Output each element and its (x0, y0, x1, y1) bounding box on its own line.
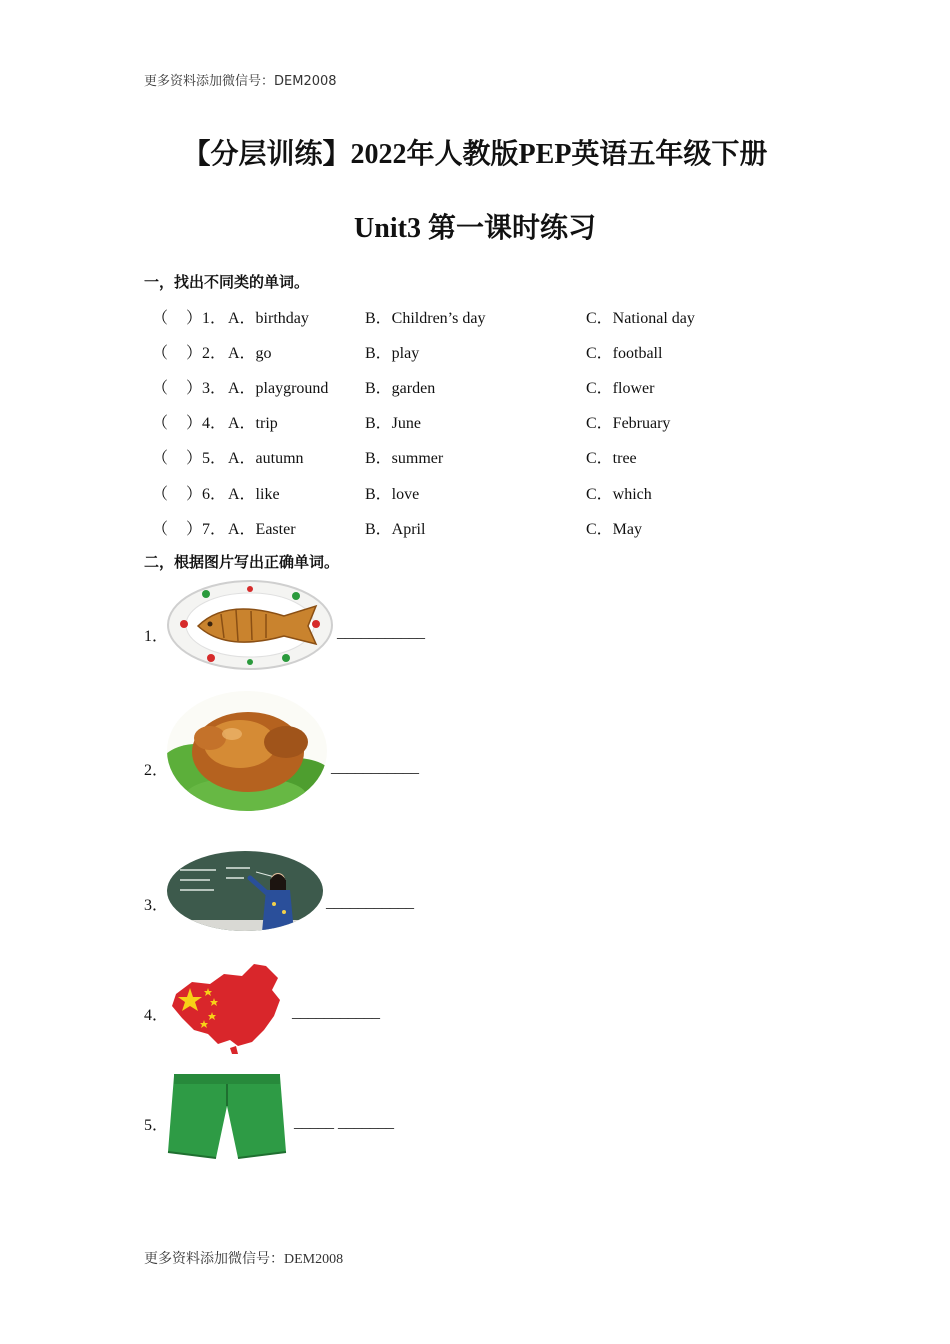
question-number: 5． (202, 450, 227, 467)
section2-heading: 二，根据图片写出正确单词。 (144, 553, 340, 571)
question-number: 3． (202, 380, 227, 397)
option-b: B．April (365, 521, 426, 538)
option-b: B．summer (365, 450, 444, 467)
option-a: A．trip (228, 415, 278, 432)
question-row (144, 375, 844, 399)
option-c: C．tree (586, 450, 637, 467)
answer-blank[interactable]: ___________ (331, 759, 419, 776)
footer-note: 更多资料添加微信号：DEM2008 (144, 1252, 344, 1267)
answer-paren-open: （ (152, 450, 169, 467)
page-subtitle: Unit3 第一课时练习 (354, 213, 596, 244)
answer-paren-open: （ (152, 345, 169, 362)
option-a: A．autumn (228, 450, 304, 467)
answer-blank[interactable]: ___________ (326, 894, 414, 911)
answer-blank[interactable]: ___________ (337, 624, 425, 641)
picture-number: 3． (144, 897, 169, 914)
option-c: C．flower (586, 380, 655, 397)
picture-number: 4． (144, 1007, 169, 1024)
page-title: 【分层训练】2022年人教版PEP英语五年级下册 (182, 139, 768, 170)
green-shorts-image (166, 1070, 288, 1160)
answer-paren-open: （ (152, 521, 169, 538)
option-b: B．garden (365, 380, 436, 397)
question-row (144, 516, 844, 540)
answer-paren-close: ） (186, 380, 203, 397)
option-c: C．May (586, 521, 643, 538)
question-number: 4． (202, 415, 227, 432)
china-map-flag-image (168, 960, 286, 1056)
question-number: 2． (202, 345, 227, 362)
question-number: 7． (202, 521, 227, 538)
answer-paren-open: （ (152, 380, 169, 397)
option-b: B．June (365, 415, 422, 432)
question-number: 6． (202, 486, 227, 503)
header-note: 更多资料添加微信号：DEM2008 (144, 74, 337, 89)
picture-number: 5． (144, 1117, 169, 1134)
option-c: C．football (586, 345, 663, 362)
question-row (144, 410, 844, 434)
picture-number: 2． (144, 762, 169, 779)
option-a: A．go (228, 345, 272, 362)
option-b: B．play (365, 345, 420, 362)
question-row (144, 305, 844, 329)
option-a: A．Easter (228, 521, 296, 538)
section1-heading: 一，找出不同类的单词。 (144, 273, 310, 291)
option-a: A．birthday (228, 310, 309, 327)
question-row (144, 340, 844, 364)
picture-number: 1． (144, 628, 169, 645)
answer-paren-close: ） (186, 415, 203, 432)
answer-paren-open: （ (152, 486, 169, 503)
option-c: C．National day (586, 310, 695, 327)
option-b: B．love (365, 486, 420, 503)
question-row (144, 481, 844, 505)
answer-paren-close: ） (186, 521, 203, 538)
answer-blank[interactable]: ___________ (292, 1004, 380, 1021)
option-a: A．playground (228, 380, 329, 397)
question-row (144, 445, 844, 469)
fish-dish-image (166, 578, 334, 672)
answer-paren-close: ） (186, 486, 203, 503)
answer-paren-close: ） (186, 310, 203, 327)
option-c: C．which (586, 486, 652, 503)
option-a: A．like (228, 486, 280, 503)
roast-chicken-image (166, 690, 328, 812)
answer-paren-open: （ (152, 415, 169, 432)
option-c: C．February (586, 415, 671, 432)
teacher-blackboard-image (166, 850, 324, 932)
question-number: 1． (202, 310, 227, 327)
answer-paren-close: ） (186, 345, 203, 362)
option-b: B．Children’s day (365, 310, 486, 327)
answer-paren-open: （ (152, 310, 169, 327)
answer-blank[interactable]: _____ _______ (294, 1114, 394, 1131)
answer-paren-close: ） (186, 450, 203, 467)
